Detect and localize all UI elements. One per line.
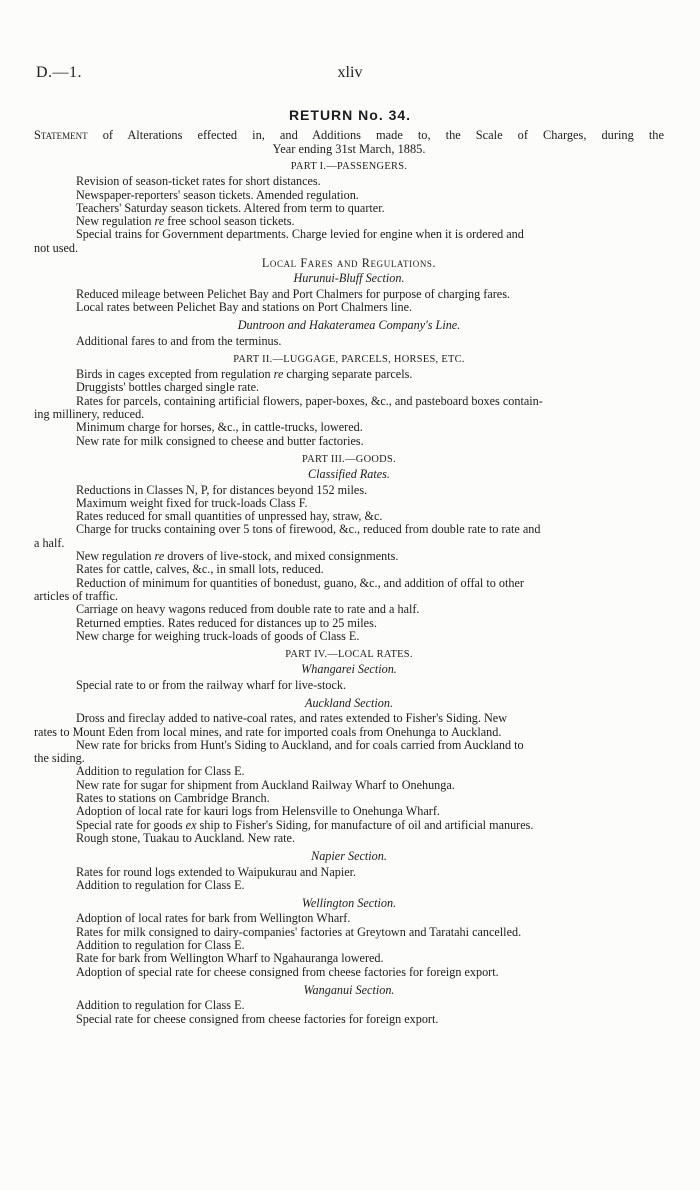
list-item: Reduced mileage between Pelichet Bay and Port Chalmers for purpose of charging fares.	[76, 286, 510, 301]
list-item-continuation: rates to Mount Eden from local mines, and rate for imported coals from Onehunga to Auckland.	[34, 724, 502, 739]
list-item: Rates reduced for small quantities of unpressed hay, straw, &c.	[76, 509, 383, 524]
list-item: Revision of season-ticket rates for short distances.	[76, 174, 321, 189]
line-1: Special trains for Government departments. Charge levied for engine when it is ordered and	[76, 227, 524, 242]
list-item: Returned empties. Rates reduced for distances up to 25 miles.	[76, 615, 377, 630]
list-item: Maximum weight fixed for truck-loads Class F.	[76, 495, 308, 510]
list-item: Rates for round logs extended to Waipukurau and Napier.	[76, 864, 357, 879]
list-item: Additional fares to and from the terminus.	[76, 333, 282, 348]
page-number: xliv	[337, 64, 363, 81]
list-item-wrapped: New rate for bricks from Hunt's Siding to Auckland, and for coals carried from Auckland to	[76, 737, 524, 752]
list-item: Local rates between Pelichet Bay and stations on Port Chalmers line.	[76, 299, 413, 314]
section-title-napier: Napier Section.	[311, 849, 387, 864]
part-3-heading: PART III.—GOODS.	[302, 453, 396, 465]
list-item-continuation: articles of traffic.	[34, 588, 119, 603]
list-item: Adoption of local rates for bark from Wellington Wharf.	[76, 911, 351, 926]
list-item: Addition to regulation for Class E.	[76, 938, 245, 953]
list-item-wrapped: Rates for parcels, containing artificial flowers, paper-boxes, &c., and pasteboard boxes contain-	[76, 393, 543, 408]
list-item: Rough stone, Tuakau to Auckland. New rate.	[76, 830, 296, 845]
list-item-wrapped	[34, 228, 664, 241]
list-item: Reductions in Classes N, P, for distances beyond 152 miles.	[76, 482, 368, 497]
section-title-hurunui: Hurunui-Bluff Section.	[293, 271, 405, 286]
list-item-continuation: a half.	[34, 535, 65, 550]
list-item: Special rate for goods ex ship to Fisher's Siding, for manufacture of oil and artificial manures.	[76, 817, 534, 832]
list-item: New regulation re drovers of live-stock, and mixed consignments.	[76, 549, 399, 564]
list-item-wrapped: Charge for trucks containing over 5 tons of firewood, &c., reduced from double rate to rate and	[76, 522, 541, 537]
list-item: Adoption of local rate for kauri logs from Helensville to Onehunga Wharf.	[76, 804, 440, 819]
statement-line-2: Year ending 31st March, 1885.	[272, 142, 426, 156]
list-item: Special rate to or from the railway wharf for live-stock.	[76, 677, 347, 692]
list-item: Rates to stations on Cambridge Branch.	[76, 791, 270, 806]
list-item-continuation: the siding.	[34, 751, 85, 766]
list-item: Rates for milk consigned to dairy-companies' factories at Greytown and Taratahi cancelled.	[76, 924, 522, 939]
list-item: New charge for weighing truck-loads of goods of Class E.	[76, 628, 360, 643]
return-title: RETURN No. 34.	[288, 107, 412, 123]
list-item: Newspaper-reporters' season tickets. Amended regulation.	[76, 187, 359, 202]
section-title-wellington: Wellington Section.	[301, 896, 397, 911]
list-item: Teachers' Saturday season tickets. Altered from term to quarter.	[76, 200, 385, 215]
statement-heading	[34, 128, 664, 156]
part-1-heading: PART I.—PASSENGERS.	[290, 161, 408, 172]
list-item: New regulation re free school season tickets.	[76, 214, 295, 229]
section-title-duntroon: Duntroon and Hakateramea Company's Line.	[237, 318, 461, 333]
list-item: Carriage on heavy wagons reduced from double rate to rate and a half.	[76, 602, 420, 617]
list-item: Rates for cattle, calves, &c., in small lots, reduced.	[76, 562, 324, 577]
list-item: Minimum charge for horses, &c., in cattle-trucks, lowered.	[76, 420, 363, 435]
section-title-auckland: Auckland Section.	[305, 695, 393, 710]
section-title-classified: Classified Rates.	[308, 467, 390, 482]
list-item: Special rate for cheese consigned from cheese factories for foreign export.	[76, 1011, 439, 1026]
statement-line-1-rest: of Alterations effected in, and Additions made to, the Scale of Charges, during the	[102, 128, 664, 142]
document-body	[34, 160, 664, 1026]
local-fares-heading: Local Fares and Regulations.	[261, 256, 437, 271]
list-item: Addition to regulation for Class E.	[76, 764, 245, 779]
list-item: Adoption of special rate for cheese consigned from cheese factories for foreign export.	[76, 964, 499, 979]
page-header	[30, 64, 670, 86]
list-item: Druggists' bottles charged single rate.	[76, 380, 260, 395]
list-item-wrapped: Reduction of minimum for quantities of bonedust, guano, &c., and addition of offal to other	[76, 575, 524, 590]
list-item: Addition to regulation for Class E.	[76, 877, 245, 892]
list-item-continuation: ing millinery, reduced.	[34, 407, 145, 422]
part-4-heading: PART IV.—LOCAL RATES.	[285, 649, 413, 661]
statement-line-1	[34, 128, 664, 142]
list-item: Rate for bark from Wellington Wharf to Ngahauranga lowered.	[76, 951, 384, 966]
list-item: Addition to regulation for Class E.	[76, 998, 245, 1013]
list-item: Birds in cages excepted from regulation re charging separate parcels.	[76, 367, 413, 382]
list-item: New rate for sugar for shipment from Auckland Railway Wharf to Onehunga.	[76, 777, 455, 792]
document-code: D.—1.	[36, 64, 83, 81]
list-item: New rate for milk consigned to cheese and butter factories.	[76, 433, 364, 448]
statement-lead: Statement	[34, 128, 88, 142]
list-item-wrapped: Dross and fireclay added to native-coal rates, and rates extended to Fisher's Siding. New	[76, 711, 507, 726]
section-title-whangarei: Whangarei Section.	[301, 662, 397, 677]
section-title-wanganui: Wanganui Section.	[303, 982, 395, 997]
list-item-continuation: not used.	[34, 240, 79, 255]
part-2-heading: PART II.—LUGGAGE, PARCELS, HORSES, ETC.	[233, 353, 465, 365]
